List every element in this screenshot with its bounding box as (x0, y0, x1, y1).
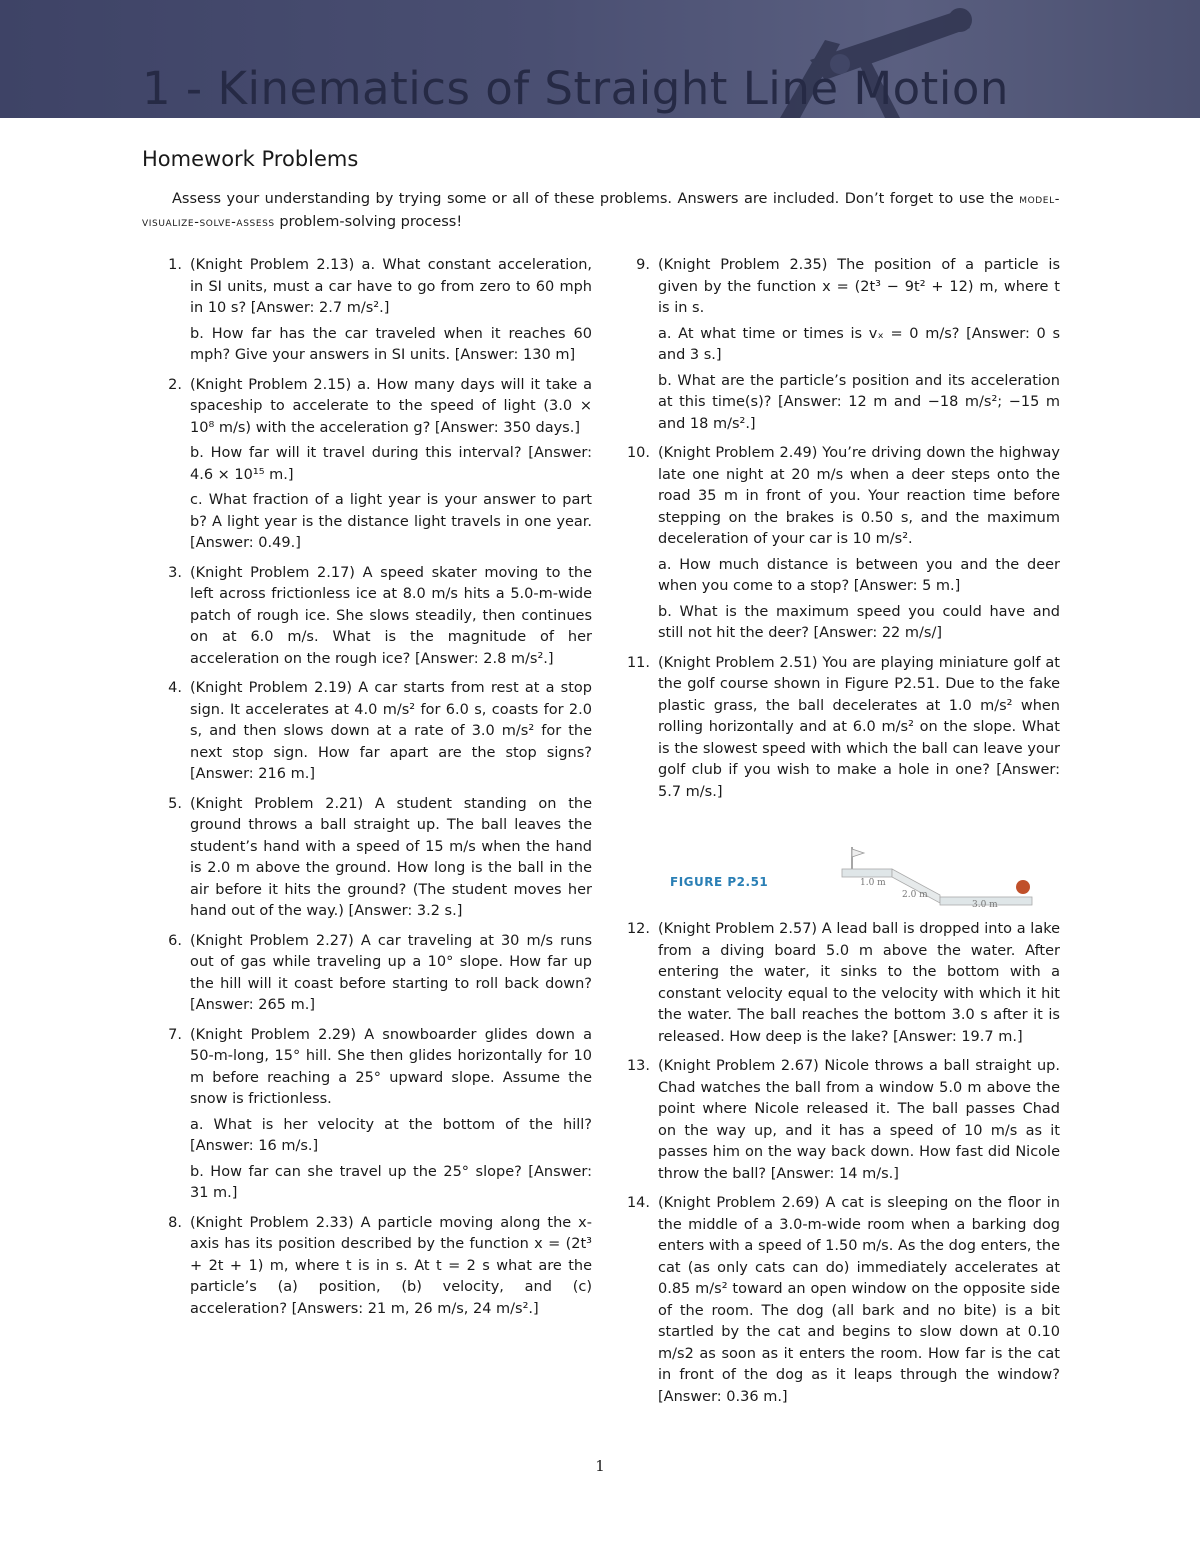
problem-text: b. What are the particle’s position and its acceleration at this time(s)? [Answer: 12 m and −18 m/s²; −15 m and 18 m/s².] (658, 372, 1060, 432)
figure-label-top: 1.0 m (860, 878, 886, 888)
problem-number: 6. (168, 932, 182, 949)
problem-text: (Knight Problem 2.49) You’re driving down the highway late one night at 20 m/s when a deer steps onto the road 35 m in front of you. Your reaction time before stepping on the brakes is 0.50 s, and the maximum deceleration of your car is 10 m/s². (658, 445, 1060, 547)
problem-number: 14. (626, 1195, 650, 1211)
problem-text: (Knight Problem 2.67) Nicole throws a ball straight up. Chad watches the ball from a window 5.0 m above the point where Nicole released it. The ball passes Chad on the way up, and it has a speed of 10 m/s as it passes him on the way back down. How fast did Nicole throw the ball? [Answer: 14 m/s.] (658, 1058, 1060, 1182)
problem-item (142, 255, 592, 367)
problem-number: 3. (168, 564, 182, 581)
problem-item (142, 1025, 592, 1205)
problem-item (610, 919, 1060, 1048)
problem-item (142, 678, 592, 786)
problem-item (142, 931, 592, 1017)
problem-text: b. How far can she travel up the 25° slope? [Answer: 31 m.] (190, 1163, 592, 1201)
problem-text: c. What fraction of a light year is your answer to part b? A light year is the distance light travels in one year. [Answer: 0.49.] (190, 492, 592, 551)
problem-text: (Knight Problem 2.51) You are playing miniature golf at the golf course shown in Figure P2.51. Due to the fake plastic grass, the ball decelerates at 1.0 m/s² when rolling horizontally and at 6.0 m/s² on the slope. What is the slowest speed with which the ball can leave your golf club if you wish to make a hole in one? [Answer: 5.7 m/s.] (658, 654, 1060, 800)
problem-text: b. How far has the car traveled when it reaches 60 mph? Give your answers in SI units. [Answer: 130 m] (190, 325, 592, 363)
figure-p2-51 (610, 811, 1060, 911)
figure-label-bottom: 3.0 m (972, 900, 998, 910)
figure-caption: FIGURE P2.51 (670, 875, 769, 889)
problem-text: (Knight Problem 2.27) A car traveling at 30 m/s runs out of gas while traveling up a 10° slope. How far up the hill will it coast before starting to roll back down? [Answer: 265 m.] (190, 932, 592, 1013)
problem-item (142, 794, 592, 923)
problem-text: a. At what time or times is vₓ = 0 m/s? [Answer: 0 s and 3 s.] (658, 325, 1060, 363)
problem-text: b. How far will it travel during this interval? [Answer: 4.6 × 10¹⁵ m.] (190, 445, 592, 483)
intro-paragraph (142, 188, 1060, 234)
problem-number: 10. (626, 445, 650, 461)
problem-text: (Knight Problem 2.35) The position of a particle is given by the function x = (2t³ − 9t² + 12) m, where t is in s. (658, 257, 1060, 316)
problems-right-group-a (610, 255, 1060, 803)
problem-number: 2. (168, 376, 182, 393)
golf-course-diagram (610, 811, 1060, 911)
problems-left-column (142, 255, 592, 1328)
problem-text: b. What is the maximum speed you could have and still not hit the deer? [Answer: 22 m/s/] (658, 603, 1060, 641)
problem-item (610, 1193, 1060, 1408)
section-title: Homework Problems (142, 147, 359, 171)
problem-number: 12. (626, 921, 650, 937)
problem-item (610, 255, 1060, 435)
problem-number: 8. (168, 1214, 182, 1231)
page-number: 1 (595, 1457, 605, 1475)
problem-number: 1. (168, 257, 182, 273)
problem-number: 4. (168, 680, 182, 696)
problem-text: (Knight Problem 2.15) a. How many days will it take a spaceship to accelerate to the speed of light (3.0 × 10⁸ m/s) with the acceleration g? [Answer: 350 days.] (190, 376, 592, 436)
problem-text: a. How much distance is between you and the deer when you come to a stop? [Answer: 5 m.] (658, 556, 1060, 594)
problem-item (610, 653, 1060, 804)
problem-text: (Knight Problem 2.21) A student standing on the ground throws a ball straight up. The ball leaves the student’s hand with a speed of 15 m/s when the hand is 2.0 m above the ground. How long is the ball in the air before it hits the ground? (The student moves her hand out of the way.) [Answer: 3.2 s.] (190, 795, 592, 919)
problem-text: (Knight Problem 2.13) a. What constant acceleration, in SI units, must a car have to go from zero to 60 mph in 10 s? [Answer: 2.7 m/s².] (190, 257, 592, 316)
problem-item (142, 563, 592, 671)
problem-text: (Knight Problem 2.19) A car starts from rest at a stop sign. It accelerates at 4.0 m/s² for 6.0 s, coasts for 2.0 s, and then slows down at a rate of 3.0 m/s² for the next stop sign. How far apart are the stop signs? [Answer: 216 m.] (190, 680, 592, 782)
problem-text: (Knight Problem 2.33) A particle moving along the x-axis has its position described by the function x = (2t³ + 2t + 1) m, where t is in s. At t = 2 s what are the particle’s (a) position, (b) velocity, and (c) acceleration? [Answers: 21 m, 26 m/s, 24 m/s².] (190, 1214, 592, 1317)
problem-text: a. What is her velocity at the bottom of the hill? [Answer: 16 m/s.] (190, 1116, 592, 1154)
problem-text: (Knight Problem 2.69) A cat is sleeping on the floor in the middle of a 3.0-m-wide room when a barking dog enters with a speed of 1.50 m/s. As the dog enters, the cat (as only cats can do) immediately accelerates at 0.85 m/s² toward an open window on the opposite side of the room. The dog (all bark and no bite) is a bit startled by the cat and begins to slow down at 0.10 m/s2 as soon as it enters the room. How far is the cat in front of the dog as it leaps through the window? [Answer: 0.36 m.] (658, 1195, 1060, 1405)
problem-item (142, 1213, 592, 1321)
figure-label-slope: 2.0 m (902, 890, 928, 900)
intro-text-before: Assess your understanding by trying some or all of these problems. Answers are included. Don’t forget to use the (172, 191, 1020, 207)
problem-number: 9. (636, 257, 650, 273)
intro-text-after: problem-solving process! (274, 214, 463, 230)
problem-number: 7. (168, 1026, 182, 1043)
problem-text: (Knight Problem 2.17) A speed skater moving to the left across frictionless ice at 8.0 m/s hits a 5.0-m-wide patch of rough ice. She slows steadily, then continues on at 6.0 m/s. What is the magnitude of her acceleration on the rough ice? [Answer: 2.8 m/s².] (190, 564, 592, 667)
problem-number: 5. (168, 795, 182, 812)
intro-method: model-visualize-solve-assess (142, 192, 1060, 230)
problem-item (610, 1056, 1060, 1185)
problems-right-column (610, 255, 1060, 1416)
problem-text: (Knight Problem 2.29) A snowboarder glides down a 50-m-long, 15° hill. She then glides horizontally for 10 m before reaching a 25° upward slope. Assume the snow is frictionless. (190, 1026, 592, 1107)
problem-text: (Knight Problem 2.57) A lead ball is dropped into a lake from a diving board 5.0 m above the water. After entering the water, it sinks to the bottom with a constant velocity equal to the velocity with which it hit the water. The ball reaches the bottom 3.0 s after it is released. How deep is the lake? [Answer: 19.7 m.] (658, 921, 1060, 1045)
chapter-title: 1 - Kinematics of Straight Line Motion (142, 62, 1009, 115)
problem-item (610, 443, 1060, 645)
problem-number: 11. (626, 654, 650, 671)
problems-right-group-b (610, 919, 1060, 1408)
problem-number: 13. (626, 1058, 650, 1074)
problem-item (142, 375, 592, 555)
